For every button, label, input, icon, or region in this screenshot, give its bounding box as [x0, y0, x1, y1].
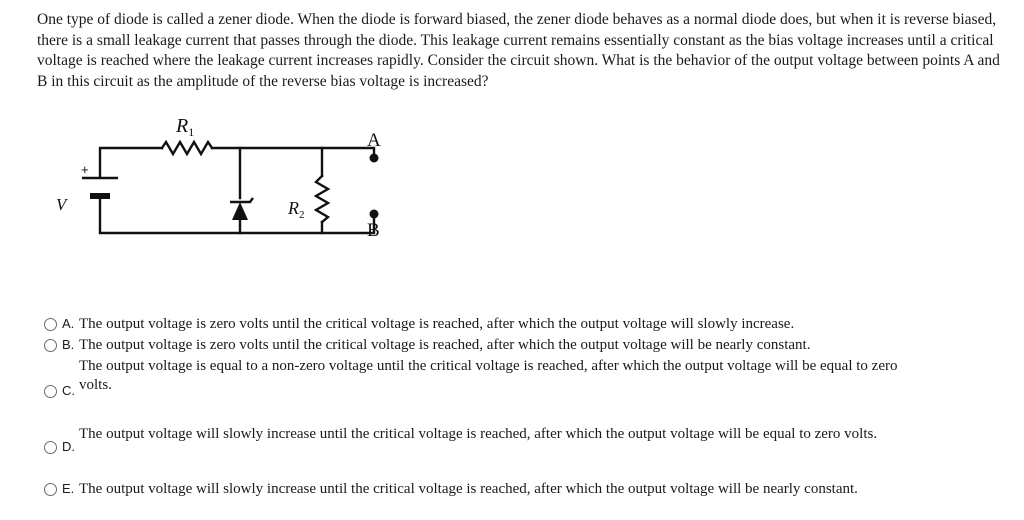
b-label: B [367, 220, 380, 241]
choice-c-text-line1: The output voltage is equal to a non-zero voltage until the critical voltage is reached, after which the output voltage will be equal to zero [79, 358, 898, 374]
choice-e-text: The output voltage will slowly increase until the critical voltage is reached, after which the output voltage will be nearly constant. [79, 481, 858, 497]
v-label: V [56, 195, 67, 214]
radio-c[interactable] [44, 385, 57, 398]
terminal-a [370, 154, 379, 163]
a-label: A [367, 130, 381, 151]
choice-a-text: The output voltage is zero volts until the critical voltage is reached, after which the output voltage will slowly increase. [79, 316, 795, 332]
choice-b[interactable] [44, 334, 1019, 356]
choice-c[interactable] [44, 355, 1019, 397]
circuit-diagram [50, 108, 410, 268]
choice-a-letter: A. [62, 316, 75, 331]
terminal-b [370, 210, 379, 219]
r2-label: R [288, 198, 299, 218]
choice-a[interactable] [44, 313, 1019, 335]
wire-top-right [212, 148, 374, 156]
choice-d-letter: D. [62, 439, 75, 454]
radio-e[interactable] [44, 483, 57, 496]
wire-top-left [100, 148, 162, 176]
question-text: One type of diode is called a zener diode. When the diode is forward biased, the zener diode behaves as a normal diode does, but when it is reverse biased, there is a small leakage current that passes through the diode. This leakage current remains essentially constant as the bias voltage increases until a critical voltage is reached where the leakage current increases rapidly. Consider the circuit shown. What is the behavior of the output voltage between points A and B in this circuit as the amplitude of the reverse bias voltage is increased? [37, 11, 1000, 90]
radio-b[interactable] [44, 339, 57, 352]
r1-resistor [162, 142, 212, 154]
r2-resistor [316, 176, 328, 222]
battery-short-plate [90, 193, 110, 199]
radio-a[interactable] [44, 318, 57, 331]
choice-c-letter: C. [62, 383, 75, 398]
choice-d-text: The output voltage will slowly increase until the critical voltage is reached, after which the output voltage will be equal to zero volts. [79, 426, 878, 442]
plus-label: + [81, 162, 89, 177]
radio-d[interactable] [44, 441, 57, 454]
choice-b-text: The output voltage is zero volts until the critical voltage is reached, after which the output voltage will be nearly constant. [79, 337, 811, 353]
r1-label: R [176, 115, 189, 137]
choice-e[interactable] [44, 478, 1019, 500]
svg-text:R2 [287, 198, 305, 221]
r1-subscript: 1 [188, 125, 195, 139]
zener-diode [232, 202, 248, 220]
svg-text:R1 [175, 115, 194, 139]
choice-b-letter: B. [62, 337, 75, 352]
choice-e-letter: E. [62, 481, 75, 496]
r2-subscript: 2 [299, 209, 305, 221]
choice-c-text-line2: volts. [79, 377, 112, 393]
choice-d[interactable] [44, 424, 1019, 454]
